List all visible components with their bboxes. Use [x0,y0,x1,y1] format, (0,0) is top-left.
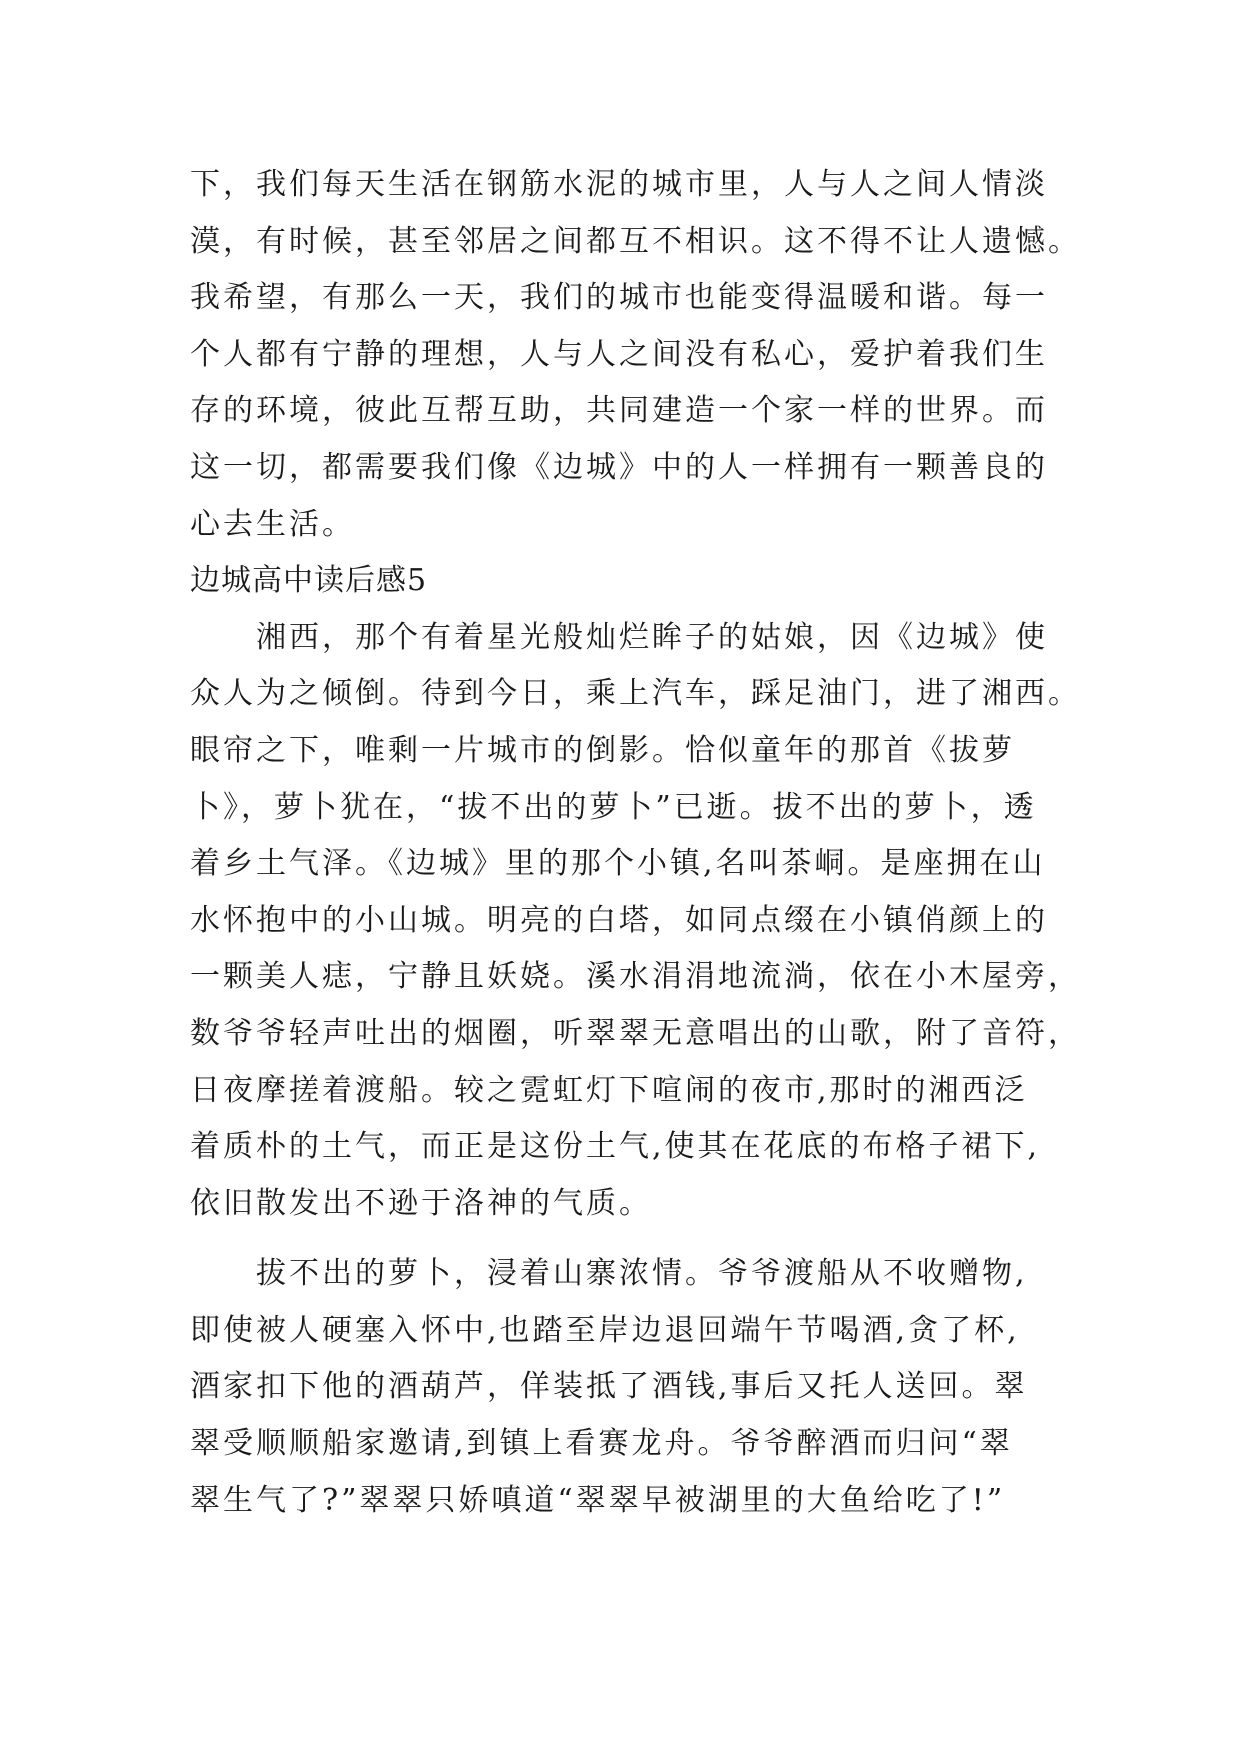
paragraph-continued [190,157,1081,553]
text-line: 眼帘之下，唯剩一片城市的倒影。恰似童年的那首《拔萝 [190,732,1015,768]
text-line: 个人都有宁静的理想，人与人之间没有私心，爱护着我们生 [190,336,1048,372]
text-line: 漠，有时候，甚至邻居之间都互不相识。这不得不让人遗憾。 [190,223,1081,259]
section-title: 边城高中读后感5 [190,563,428,599]
text-line: 着质朴的土气，而正是这份土气,使其在花底的布格子裙下, [190,1129,1041,1165]
text-line: 心去生活。 [190,506,355,542]
text-line: 一颗美人痣，宁静且妖娆。溪水涓涓地流淌，依在小木屋旁， [190,959,1081,995]
text-line: 翠生气了?”翠翠只娇嗔道“翠翠早被湖里的大鱼给吃了!” [190,1482,1006,1518]
text-line: 我希望，有那么一天，我们的城市也能变得温暖和谐。每一 [190,280,1048,316]
text-line: 众人为之倾倒。待到今日，乘上汽车，踩足油门，进了湘西。 [190,676,1081,712]
text-line: 日夜摩搓着渡船。较之霓虹灯下喧闹的夜市,那时的湘西泛 [190,1072,1028,1108]
text-line: 拔不出的萝卜，浸着山寨浓情。爷爷渡船从不收赠物, [190,1256,1028,1292]
text-line: 卜》，萝卜犹在，“拔不出的萝卜”已逝。拔不出的萝卜，透 [190,789,1037,825]
paragraph [190,1246,1050,1529]
paragraph-spacer [190,1232,1050,1246]
text-line: 即使被人硬塞入怀中,也踏至岸边退回端午节喝酒,贪了杯, [190,1312,1020,1348]
document-body [190,157,1081,1529]
text-line: 水怀抱中的小山城。明亮的白塔，如同点缀在小镇俏颜上的 [190,902,1048,938]
text-line: 这一切，都需要我们像《边城》中的人一样拥有一颗善良的 [190,449,1048,485]
paragraph [190,610,1081,1233]
text-line: 着乡土气泽。《边城》里的那个小镇,名叫茶峒。是座拥在山 [190,846,1046,882]
text-line: 下，我们每天生活在钢筋水泥的城市里，人与人之间人情淡 [190,167,1048,202]
text-line: 翠受顺顺船家邀请,到镇上看赛龙舟。爷爷醉酒而归问“翠 [190,1426,1013,1462]
text-line: 酒家扣下他的酒葫芦，佯装抵了酒钱,事后又托人送回。翠 [190,1369,1028,1405]
text-line: 数爷爷轻声吐出的烟圈，听翠翠无意唱出的山歌，附了音符， [190,1015,1081,1051]
text-line: 湘西，那个有着星光般灿烂眸子的姑娘，因《边城》使 [190,619,1048,655]
text-line: 依旧散发出不逊于洛神的气质。 [190,1185,652,1221]
text-line: 存的环境，彼此互帮互助，共同建造一个家一样的世界。而 [190,393,1048,429]
